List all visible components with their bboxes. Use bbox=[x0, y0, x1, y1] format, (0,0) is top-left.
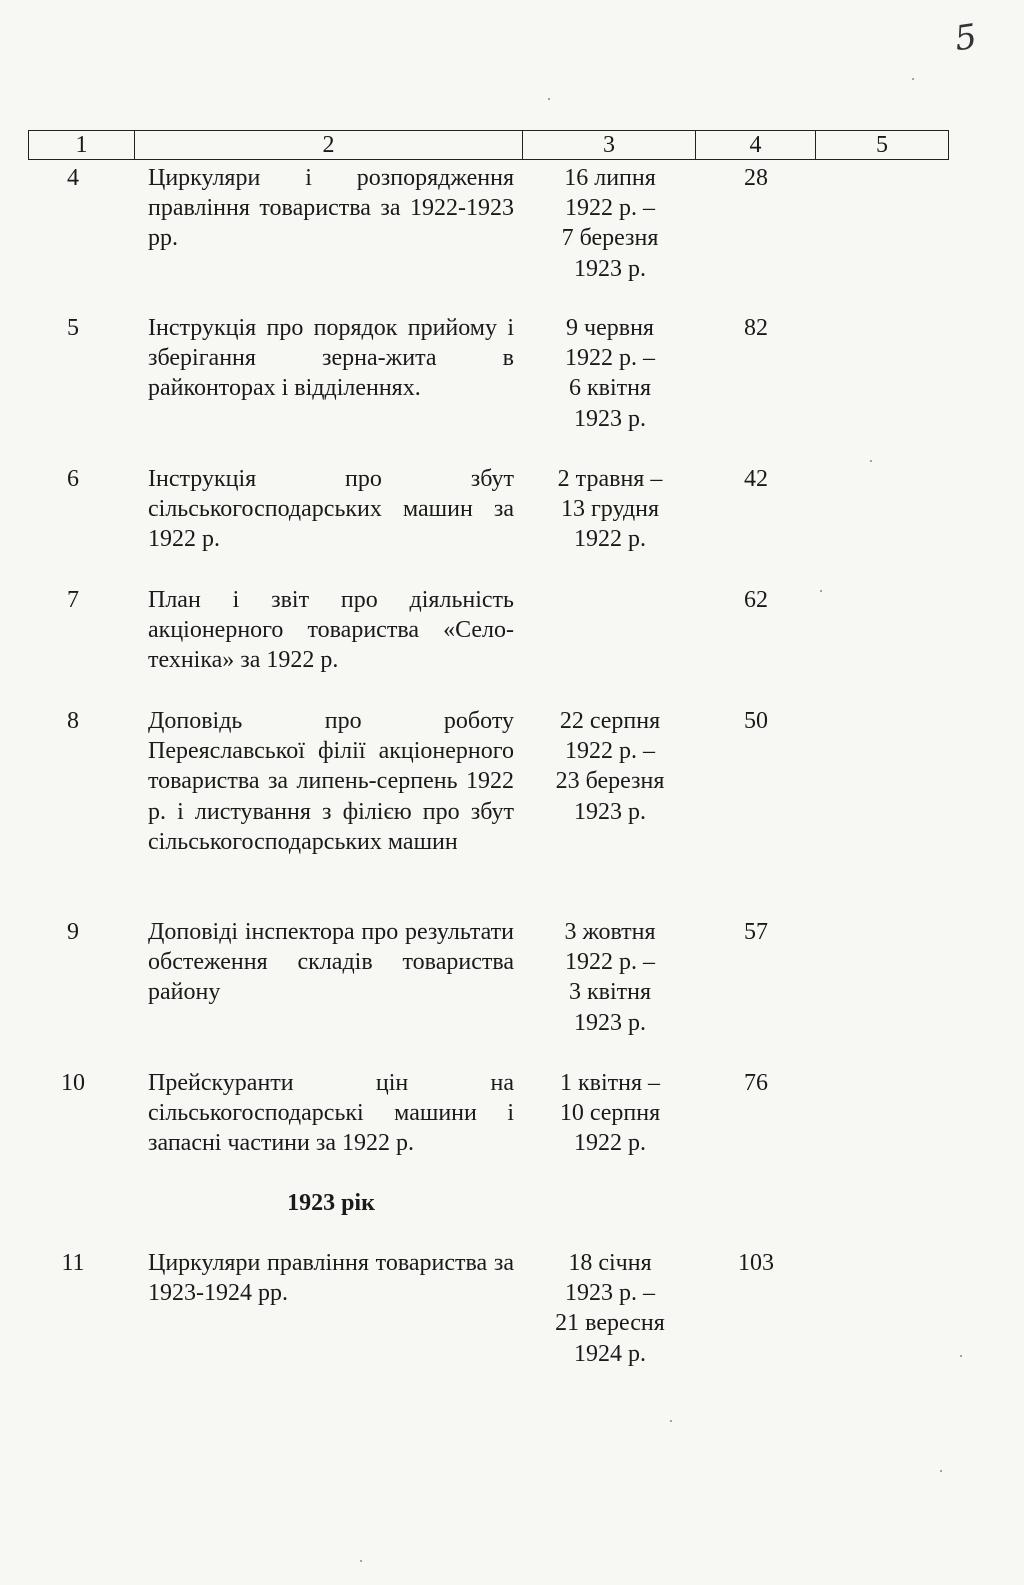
header-col-3: 3 bbox=[523, 131, 696, 159]
row-number: 4 bbox=[67, 165, 79, 191]
row-date: 3 жовтня 1922 р. – 3 квітня 1923 р. bbox=[564, 919, 656, 1036]
row-number: 8 bbox=[67, 708, 79, 734]
row-title: Доповідь про роботу Переяславської філії акціонерного товариства за липень-серпень 1922 р. і листування з філією про збут сільськогосподарських машин bbox=[148, 708, 514, 855]
scan-speck bbox=[548, 98, 550, 100]
row-number: 6 bbox=[67, 466, 79, 492]
row-date: 9 червня 1922 р. – 6 квітня 1923 р. bbox=[565, 315, 655, 432]
table-header bbox=[28, 130, 949, 160]
scan-speck bbox=[360, 1560, 362, 1562]
row-date: 18 січня 1923 р. – 21 вересня 1924 р. bbox=[555, 1250, 665, 1367]
row-sheet-count: 42 bbox=[744, 466, 768, 492]
header-col-1: 1 bbox=[29, 131, 135, 159]
section-heading: 1923 рік bbox=[287, 1190, 375, 1216]
row-sheet-count: 103 bbox=[738, 1250, 774, 1276]
scan-speck bbox=[960, 1355, 962, 1357]
scan-speck bbox=[870, 460, 872, 462]
row-title: Прейскуранти цін на сільськогосподарські машини і запасні частини за 1922 р. bbox=[148, 1070, 514, 1157]
page-number-mark: 5 bbox=[952, 16, 980, 60]
row-number: 11 bbox=[61, 1250, 85, 1276]
row-sheet-count: 57 bbox=[744, 919, 768, 945]
row-number: 9 bbox=[67, 919, 79, 945]
row-title: Циркуляри правління товариства за 1923-1924 рр. bbox=[148, 1250, 514, 1307]
row-sheet-count: 76 bbox=[744, 1070, 768, 1096]
row-number: 5 bbox=[67, 315, 79, 341]
row-title: Інструкція про порядок прийому і зберігання зерна-жита в райконторах і відділеннях. bbox=[148, 315, 514, 402]
row-date: 1 квітня – 10 серпня 1922 р. bbox=[559, 1070, 661, 1157]
row-date: 22 серпня 1922 р. – 23 березня 1923 р. bbox=[555, 708, 665, 825]
row-title: Циркуляри і розпорядження правління товариства за 1922-1923 рр. bbox=[148, 165, 514, 252]
row-sheet-count: 82 bbox=[744, 315, 768, 341]
row-date: 2 травня – 13 грудня 1922 р. bbox=[557, 466, 663, 553]
header-col-4: 4 bbox=[696, 131, 816, 159]
header-col-2: 2 bbox=[135, 131, 523, 159]
row-title: Інструкція про збут сільськогосподарських машин за 1922 р. bbox=[148, 466, 514, 553]
row-sheet-count: 50 bbox=[744, 708, 768, 734]
scan-speck bbox=[940, 1470, 942, 1472]
row-sheet-count: 62 bbox=[744, 587, 768, 613]
scan-speck bbox=[670, 1420, 672, 1422]
row-number: 10 bbox=[61, 1070, 85, 1096]
scan-speck bbox=[820, 590, 822, 592]
header-col-5: 5 bbox=[876, 132, 888, 158]
row-title: План і звіт про діяльність акціонерного товариства «Село-техніка» за 1922 р. bbox=[148, 587, 514, 674]
scan-speck bbox=[912, 78, 914, 80]
row-date: 16 липня 1922 р. – 7 березня 1923 р. bbox=[561, 165, 659, 282]
row-sheet-count: 28 bbox=[744, 165, 768, 191]
row-title: Доповіді інспектора про результати обстеження складів товариства району bbox=[148, 919, 514, 1006]
row-number: 7 bbox=[67, 587, 79, 613]
